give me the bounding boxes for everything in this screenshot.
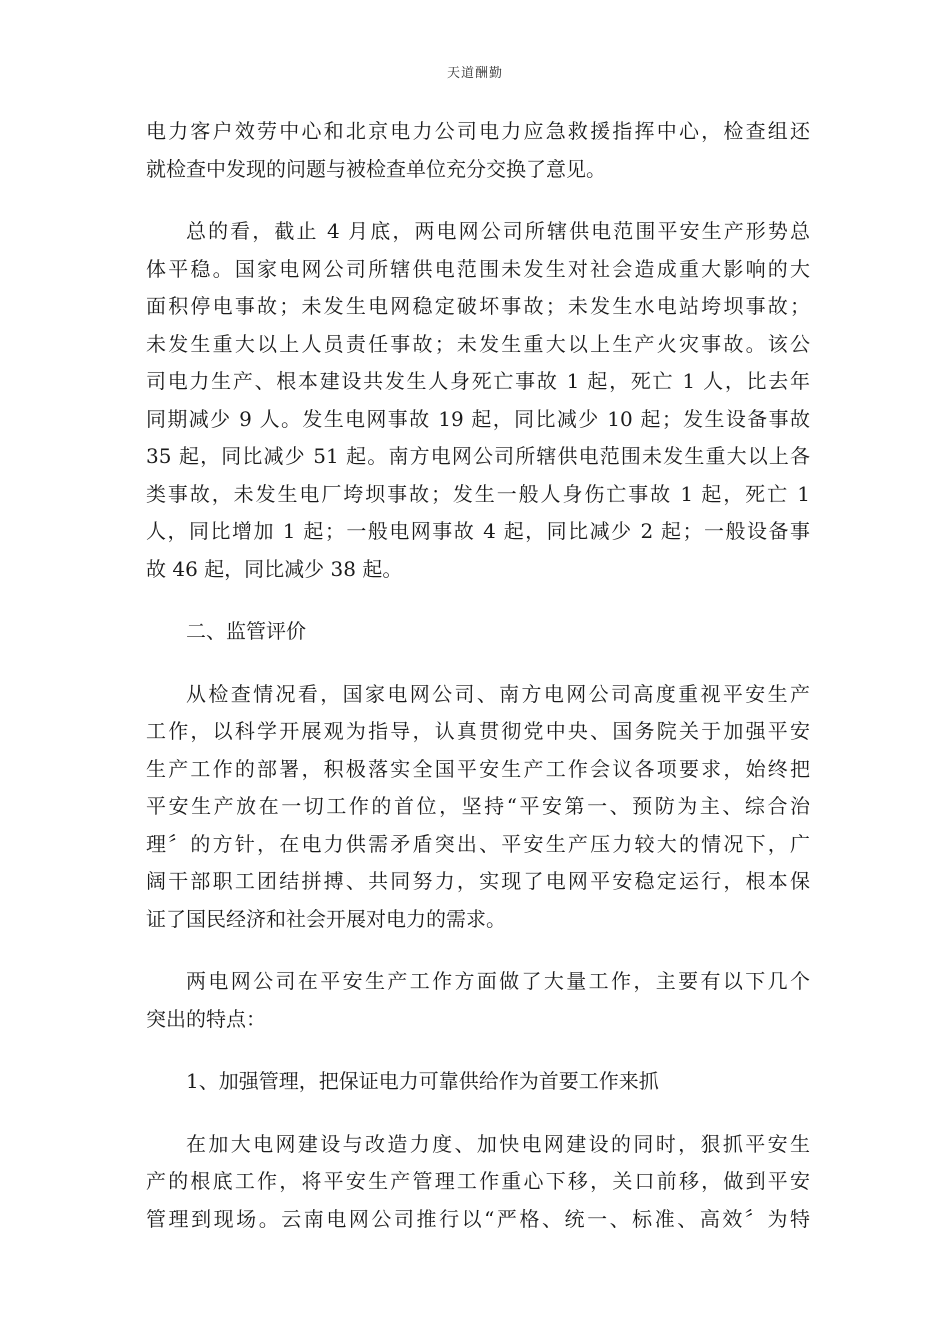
text-line: 总的看，截止 4 月底，两电网公司所辖供电范围平安生产形势总 xyxy=(186,219,810,243)
paragraph-evaluation xyxy=(146,676,810,939)
text-line: 产的根底工作，将平安生产管理工作重心下移，关口前移，做到平安 xyxy=(146,1169,810,1193)
text-line: 35 起，同比减少 51 起。南方电网公司所辖供电范围未发生重大以上各 xyxy=(146,444,810,468)
text-line: 人，同比增加 1 起；一般电网事故 4 起，同比减少 2 起；一般设备事 xyxy=(146,519,810,543)
text-line: 突出的特点： xyxy=(146,1006,266,1031)
text-line: 电力客户效劳中心和北京电力公司电力应急救援指挥中心，检查组还 xyxy=(146,119,810,143)
text-line: 阔干部职工团结拼搏、共同努力，实现了电网平安稳定运行，根本保 xyxy=(146,869,810,893)
text-line: 理〞的方针，在电力供需矛盾突出、平安生产压力较大的情况下，广 xyxy=(146,831,810,856)
text-line: 从检查情况看，国家电网公司、南方电网公司高度重视平安生产 xyxy=(186,681,810,706)
text-line: 证了国民经济和社会开展对电力的需求。 xyxy=(146,906,506,931)
text-line: 同期减少 9 人。发生电网事故 19 起，同比减少 10 起；发生设备事故 xyxy=(146,406,810,431)
paragraph-safety-summary xyxy=(146,213,810,588)
text-line: 体平稳。国家电网公司所辖供电范围未发生对社会造成重大影响的大 xyxy=(146,256,810,281)
text-line: 面积停电事故；未发生电网稳定破坏事故；未发生水电站垮坝事故； xyxy=(146,294,810,318)
text-line: 两电网公司在平安生产工作方面做了大量工作，主要有以下几个 xyxy=(186,969,810,993)
text-line: 1、加强管理，把保证电力可靠供给作为首要工作来抓 xyxy=(186,1069,659,1093)
text-line: 类事故，未发生电厂垮坝事故；发生一般人身伤亡事故 1 起，死亡 1 xyxy=(146,481,810,506)
text-line: 管理到现场。云南电网公司推行以“严格、统一、标准、高效〞为特 xyxy=(146,1206,810,1231)
paragraph-continuation xyxy=(146,113,810,188)
page-header: 天道酬勤 xyxy=(446,66,503,81)
text-line: 未发生重大以上人员责任事故；未发生重大以上生产火灾事故。该公 xyxy=(146,331,810,356)
text-line: 司电力生产、根本建设共发生人身死亡事故 1 起，死亡 1 人，比去年 xyxy=(146,369,810,393)
section-heading xyxy=(146,613,810,651)
text-line: 二、监管评价 xyxy=(186,619,306,643)
subsection-heading xyxy=(146,1063,810,1101)
text-line: 工作，以科学开展观为指导，认真贯彻党中央、国务院关于加强平安 xyxy=(146,719,810,743)
text-line: 生产工作的部署，积极落实全国平安生产工作会议各项要求，始终把 xyxy=(146,756,810,781)
text-line: 平安生产放在一切工作的首位，坚持“平安第一、预防为主、综合治 xyxy=(146,794,810,818)
paragraph-management xyxy=(146,1126,810,1239)
text-line: 故 46 起，同比减少 38 起。 xyxy=(146,556,403,581)
text-line: 就检查中发现的问题与被检查单位充分交换了意见。 xyxy=(146,156,606,181)
paragraph-features-intro xyxy=(146,963,810,1038)
text-line: 在加大电网建设与改造力度、加快电网建设的同时，狠抓平安生 xyxy=(186,1131,810,1156)
document-body xyxy=(146,113,810,1263)
